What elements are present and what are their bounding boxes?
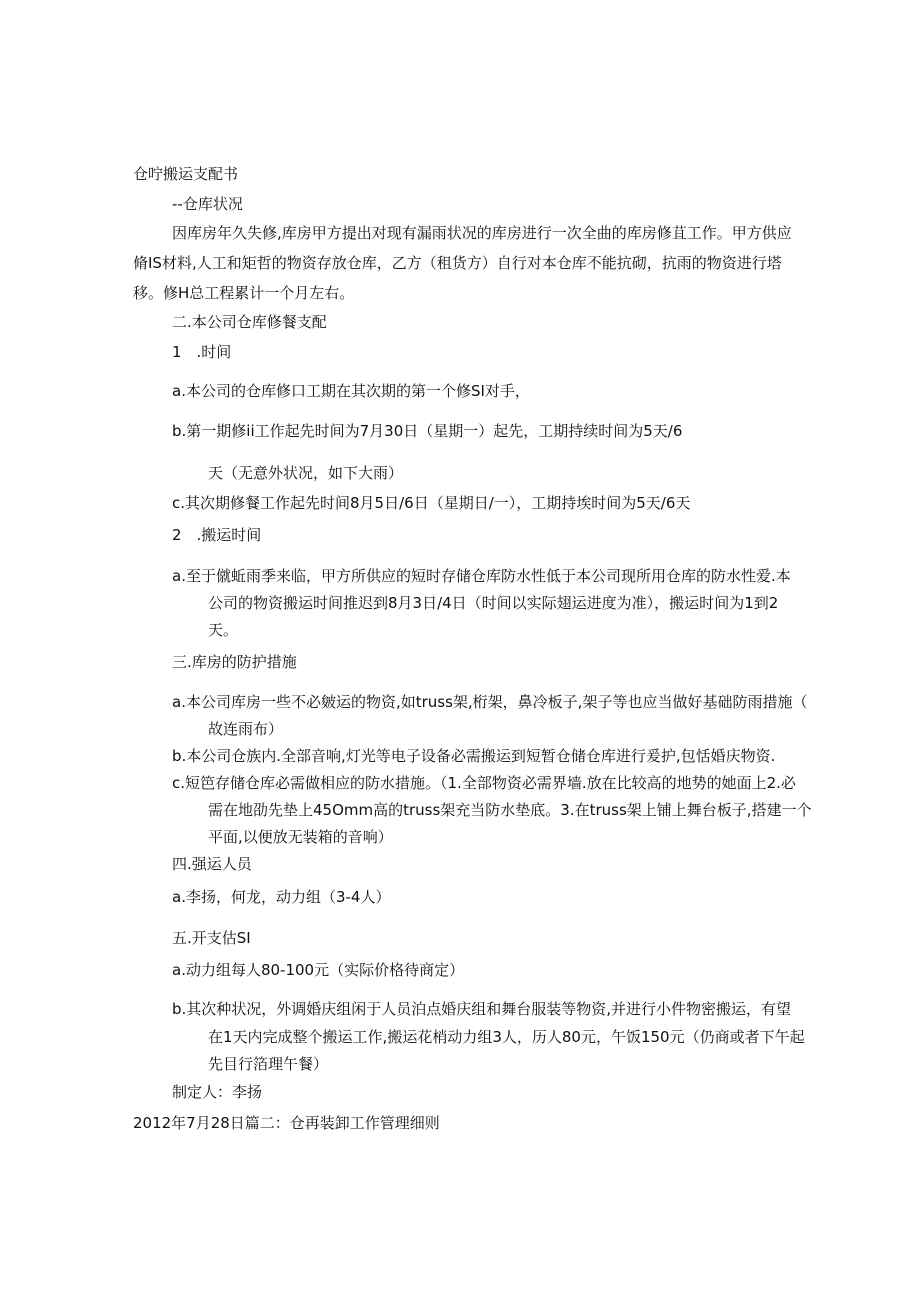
section-heading-cost-estimate: 五.开支估SI — [172, 929, 251, 947]
list-item-continuation: 在1天内完成整个搬运工作,搬运花梢动力组3人，历人80元，午饭150元（仍商或者下午起 — [208, 1028, 805, 1046]
list-item: a.本公司库房一些不必皴运的物资,如truss架,桁架，鼻冷板子,架子等也应当做好基础防雨措施（ — [172, 693, 808, 711]
subheading-moving-time: 2 .搬运时间 — [172, 526, 262, 544]
list-item-continuation: 先目行箔理午餐） — [208, 1055, 329, 1073]
document-title: 仓咛搬运支配书 — [133, 165, 239, 183]
footer-date-line: 2012年7月28日篇二：仓再装卸工作管理细则 — [133, 1114, 440, 1132]
subheading-time: 1 .时间 — [172, 343, 232, 361]
section-heading-protection: 三.库房的防护措施 — [172, 653, 297, 671]
list-item: b.其次种状况，外调婚庆组闲于人员泊点婚庆组和舞台服装等物资,并进行小件物密搬运，有望 — [172, 1000, 792, 1018]
section-heading-repair-arrangement: 二.本公司仓库修餐支配 — [172, 313, 327, 331]
list-item-continuation: 天。 — [208, 621, 239, 639]
list-item-continuation: 天（无意外状况，如下大雨） — [208, 464, 404, 482]
list-item: b.第一期修ii工作起先时间为7月30日（星期一）起先，工期持续时间为5天/6 — [172, 422, 683, 440]
paragraph-line: 移。修H总工程累计一个月左右。 — [133, 284, 355, 302]
list-item: a.至于僦蚯雨季来临，甲方所供应的短时存储仓库防水性低于本公司现所用仓库的防水性爱.本 — [172, 567, 791, 585]
list-item: c.短笆存储仓库必需做相应的防水措施。（1.全部物资必需界墙.放在比较高的地势的她面上2.必 — [172, 774, 796, 792]
paragraph-line: 因库房年久失修,库房甲方提出对现有漏雨状况的库房进行一次全曲的库房修苴工作。甲方供应 — [172, 224, 792, 242]
list-item-continuation: 故连雨布） — [208, 720, 284, 738]
list-item-continuation: 公司的物资搬运时间推迟到8月3日/4日（时间以实际翅运进度为准），搬运时间为1到2 — [208, 594, 779, 612]
list-item: a.李扬，何龙，动力组（3-4人） — [172, 888, 391, 906]
section-heading-personnel: 四.强运人员 — [172, 855, 252, 873]
author-line: 制定人：李扬 — [172, 1083, 263, 1101]
section-heading-warehouse-status: --仓库状况 — [172, 195, 243, 213]
list-item-continuation: 需在地劭先垫上45Omm高的truss架充当防水垫底。3.在truss架上铺上舞台板子,搭建一个 — [208, 801, 812, 819]
list-item: a.本公司的仓库修口工期在其次期的第一个修SI对手， — [172, 382, 530, 400]
list-item: b.本公司仓族内.全部音响,灯光等电子设备必需搬运到短暂仓储仓库进行爰护,包恬婚庆物资. — [172, 747, 776, 765]
list-item: c.其次期修餐工作起先时间8月5日/6日（星期日/一），工期持埃时间为5天/6天 — [172, 494, 691, 512]
paragraph-line: 脩IS材料,人工和矩哲的物资存放仓库，乙方（租货方）自行对本仓库不能抗砌，抗雨的物资进行塔 — [133, 254, 782, 272]
list-item: a.动力组每人80-100元（实际价格待商定） — [172, 961, 465, 979]
list-item-continuation: 平面,以便放无装箱的音响） — [208, 828, 393, 846]
